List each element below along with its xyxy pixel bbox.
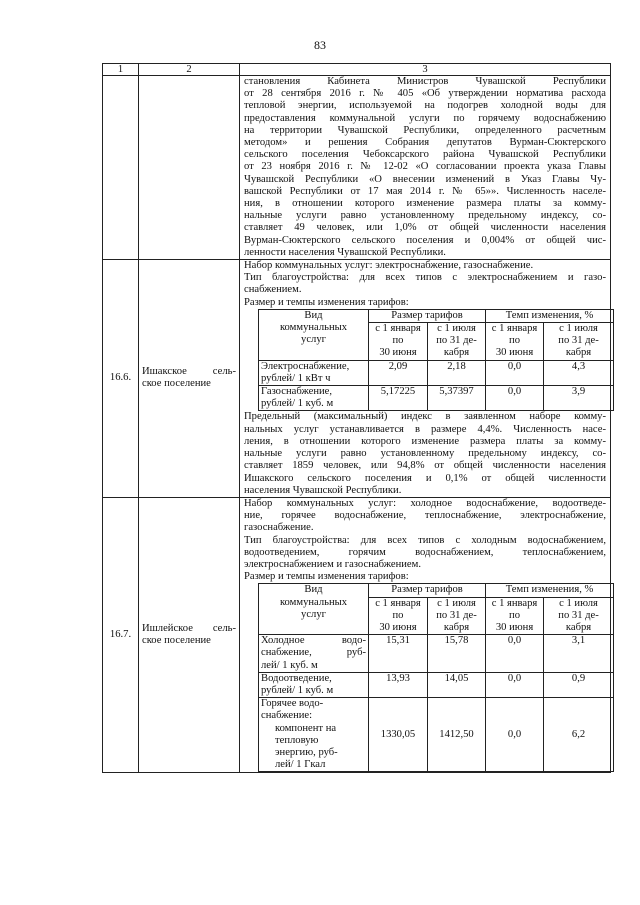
tariff-size-header: Размер тарифов [369, 309, 486, 322]
change-rate-header: Темп изменения, % [486, 309, 614, 322]
tariff-row: Холодное водо- снабжение, руб- лей/ 1 куб. м 15,31 15,78 0,0 3,1 [259, 635, 614, 673]
continuation-row [103, 76, 611, 260]
column-header-2: 2 [139, 64, 240, 76]
row-number: 16.6. [103, 260, 139, 498]
row-details: Набор коммунальных услуг: электроснабжение, газоснабжение. Тип благоустройства: для всех типов с электроснабжением и газо- снабжением. Размер и темпы изменения тарифов: Вид коммунальных услуг Размер тарифов Темп изменения, % с 1 января по 30 июня с 1 июля по 31 де- кабря с 1 января по 30 июня с 1 июля по 31 де- кабря Электроснабжение, рублей/ 1 кВт ч 2,09 2,18 0,0 4,3 Газоснабжение, рублей/ 1 куб. м 5,17225 5,37397 0,0 3,9 Предельный (максимальный) индекс в заявленном наборе комму- нальных услуг устанавливается в размере 4,4%. Численность насе- ления, в отношении которого изменение размера платы за комму- нальные услуги равно установленному предельному индексу, со- ставляет 1859 человек, или 94,8% от общей численности населения Ишакского сельского поселения и 0,1% от общей численности населения Чувашской Республики. [240, 260, 611, 498]
period-jan-header: с 1 января по 30 июня [486, 597, 544, 635]
tariff-table [102, 63, 611, 773]
period-jul-header: с 1 июля по 31 де- кабря [544, 597, 614, 635]
row-details: Набор коммунальных услуг: холодное водоснабжение, водоотведе- ние, горячее водоснабжение, теплоснабжение, электроснабжение, газоснабжение. Тип благоустройства: для всех типов с холодным водоснабжением, водоотведением, горячим водоснабжением, теплоснабжением, электроснабжением и газоснабжением. Размер и темпы изменения тарифов: Вид коммунальных услуг Размер тарифов Темп изменения, % с 1 января по 30 июня с 1 июля по 31 де- кабря с 1 января по 30 июня с 1 июля по 31 де- кабря Холодное водо- снабжение, руб- лей/ 1 куб. м 15,31 15,78 0,0 3,1 Водоотведение, рублей/ 1 куб. м 13,93 14,05 0,0 0,9 Горячее водо- снабжение: компонент на тепловую энергию, руб- лей/ 1 Гкал 1330,05 1412,50 0,0 6,2 [240, 497, 611, 772]
period-jul-header: с 1 июля по 31 де- кабря [428, 597, 486, 635]
period-jan-header: с 1 января по 30 июня [369, 597, 428, 635]
tariff-subtable [258, 583, 614, 772]
service-type-header: Вид коммунальных услуг [259, 309, 369, 360]
column-header-row [103, 64, 611, 76]
tariff-row: Водоотведение, рублей/ 1 куб. м 13,93 14,05 0,0 0,9 [259, 672, 614, 697]
row-16-6 [103, 260, 611, 498]
page-number: 83 [314, 38, 326, 52]
row-16-7 [103, 497, 611, 772]
service-type-header: Вид коммунальных услуг [259, 584, 369, 635]
tariff-row: Горячее водо- снабжение: компонент на тепловую энергию, руб- лей/ 1 Гкал 1330,05 1412,50 0,0 6,2 [259, 698, 614, 772]
period-jan-header: с 1 января по 30 июня [369, 323, 428, 361]
settlement-name: Ишакское сель- ское поселение [139, 260, 240, 498]
period-jan-header: с 1 января по 30 июня [486, 323, 544, 361]
column-header-3: 3 [240, 64, 611, 76]
column-header-1: 1 [103, 64, 139, 76]
change-rate-header: Темп изменения, % [486, 584, 614, 597]
row-number: 16.7. [103, 497, 139, 772]
tariff-size-header: Размер тарифов [369, 584, 486, 597]
tariff-row: Электроснабжение, рублей/ 1 кВт ч 2,09 2,18 0,0 4,3 [259, 360, 614, 385]
settlement-name: Ишлейское сель- ское поселение [139, 497, 240, 772]
tariff-row: Газоснабжение, рублей/ 1 куб. м 5,17225 5,37397 0,0 3,9 [259, 386, 614, 411]
tariff-subtable [258, 309, 614, 412]
continuation-text: становления Кабинета Министров Чувашской Республики от 28 сентября 2016 г. № 405 «Об утверждении норматива расхода тепловой энергии, используемой на подогрев холодной воды для предоставления коммунальной услуги по горячему водоснабжению на территории Чувашской Республики, определенного расчетным методом» и решения Собрания депутатов Вурман-Сюктерского сельского поселения Чебоксарского района Чувашской Республики от 23 ноября 2016 г. № 12-02 «О согласовании проекта указа Главы Чувашской Республики «О внесении изменений в Указ Главы Чу- вашской Республики от 17 мая 2014 г. № 65»». Численность населе- ния, в отношении которого изменение размера платы за комму- нальные услуги равно установленному предельному индексу, со- ставляет 49 человек, или 1,0% от общей численности населения Вурман-Сюктерского сельского поселения и 0,004% от общей чис- ленности населения Чувашской Республики. [240, 76, 611, 260]
period-jul-header: с 1 июля по 31 де- кабря [428, 323, 486, 361]
period-jul-header: с 1 июля по 31 де- кабря [544, 323, 614, 361]
